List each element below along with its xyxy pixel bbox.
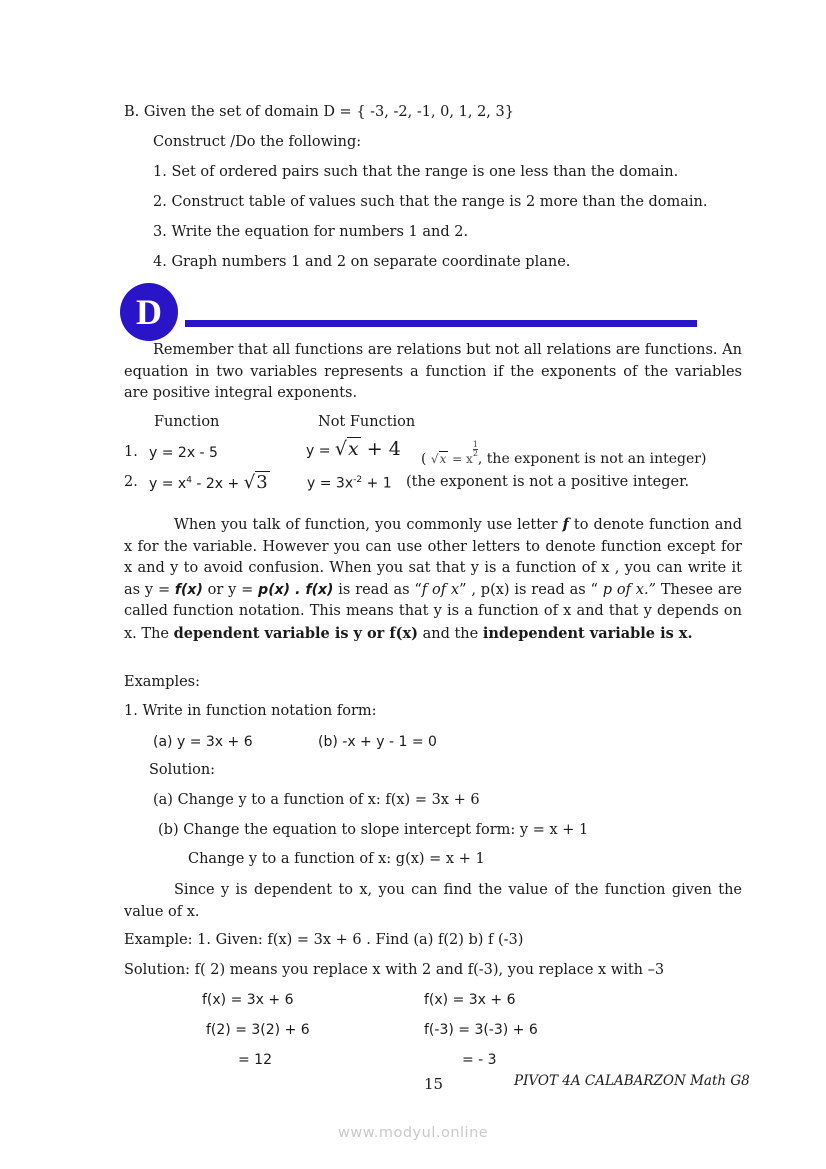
intro-paragraph: Remember that all functions are relations but not all relations are functions. An equation in two variables represents a function if the exponents of the variables are positive integral exponents.	[124, 342, 742, 401]
example-2: Example: 1. Given: f(x) = 3x + 6 . Find (a) f(2) b) f (-3)	[124, 932, 524, 948]
f-of-x-reading: f of x	[421, 581, 460, 598]
task-item-1: 1. Set of ordered pairs such that the range is one less than the domain.	[153, 164, 679, 180]
fx-notation: f(x)	[174, 581, 203, 598]
example-1b: (b) -x + y - 1 = 0	[318, 734, 437, 750]
px-notation: p(x) . f(x)	[258, 581, 334, 598]
example-1a: (a) y = 3x + 6	[153, 734, 253, 750]
solution-label: Solution:	[149, 762, 216, 778]
letter-f: f	[562, 516, 569, 533]
notation-text-7: and the	[417, 625, 483, 642]
row1-function: y = 2x - 5	[149, 445, 218, 461]
page-number: 15	[424, 1075, 444, 1093]
task-item-3: 3. Write the equation for numbers 1 and 2.	[153, 224, 469, 240]
examples-label: Examples:	[124, 674, 200, 690]
row2-number: 2.	[124, 474, 138, 490]
row1-note	[421, 441, 706, 467]
exp-numerator: 1	[472, 440, 478, 449]
independent-variable: independent variable is x.	[482, 624, 693, 642]
row2-not-suffix: + 1	[362, 475, 392, 492]
row2-not-exp: -2	[353, 475, 363, 485]
dependent-variable: dependent variable is y or f(x)	[173, 624, 418, 642]
sqrt-suffix: + 4	[360, 438, 401, 460]
sqrt-radicand: x	[348, 438, 359, 460]
small-radicand: x	[439, 452, 447, 466]
solution-a: (a) Change y to a function of x: f(x) = 3x + 6	[153, 792, 480, 808]
row1-not-function	[306, 438, 401, 460]
sqrt-3-expression	[244, 472, 270, 493]
row2-func-mid: - 2x +	[191, 476, 244, 492]
sqrt-sign: √	[334, 438, 348, 460]
calc-right-line-2: f(-3) = 3(-3) + 6	[424, 1022, 538, 1038]
exp-denominator: 2	[472, 449, 478, 458]
row1-note-open: (	[421, 451, 427, 467]
col-function-header: Function	[154, 414, 220, 430]
row2-func-prefix: y = x	[149, 476, 187, 492]
sqrt-power-identity	[430, 440, 478, 466]
sqrt-sign-small: √	[430, 452, 439, 466]
row1-note-tail: , the exponent is not an integer)	[477, 451, 707, 467]
watermark: www.modyul.online	[338, 1125, 489, 1141]
identity-eq: = x	[448, 452, 473, 466]
row2-not-prefix: y = 3x	[307, 475, 354, 492]
section-b-instruction: Construct /Do the following:	[153, 134, 362, 150]
row2-note: (the exponent is not a positive integer.	[406, 474, 690, 490]
sqrt-radicand-3: 3	[256, 472, 268, 493]
row1-number: 1.	[124, 444, 138, 460]
section-d-badge: D	[120, 283, 178, 341]
col-not-function-header: Not Function	[318, 414, 416, 430]
calc-left-line-1: f(x) = 3x + 6	[202, 992, 294, 1008]
row2-not-function	[307, 475, 392, 492]
calc-left-line-2: f(2) = 3(2) + 6	[206, 1022, 310, 1038]
sqrt-x-expression	[335, 438, 401, 460]
notation-text-1: When you talk of function, you commonly use letter	[174, 517, 563, 533]
example-1-title: 1. Write in function notation form:	[124, 703, 377, 719]
section-b-heading: B. Given the set of domain D = { -3, -2, -1, 0, 1, 2, 3}	[124, 104, 514, 120]
footer-title: PIVOT 4A CALABARZON Math G8	[514, 1073, 750, 1089]
calc-right-line-3: = - 3	[462, 1052, 497, 1068]
solution-b: (b) Change the equation to slope intercept form: y = x + 1	[158, 822, 589, 838]
notation-text-6: Thesee are called function notation. This means that y is a function of x and that y depends on x. The	[124, 581, 742, 642]
calc-left-line-3: = 12	[238, 1052, 272, 1068]
notation-text-3: or y =	[202, 581, 259, 598]
notation-text-2: to denote function and x for the variable. However you can use other letters to denote function except for x and y to avoid confusion. When you sat that y is a function of x , you can write it as y =	[124, 517, 742, 598]
calc-right-line-1: f(x) = 3x + 6	[424, 992, 516, 1008]
section-d-divider	[185, 320, 697, 327]
notation-text-5: ” , p(x) is read as “	[459, 581, 603, 598]
row2-function	[149, 472, 270, 493]
sqrt-sign: √	[243, 472, 256, 493]
row2-func-exp: 4	[186, 475, 192, 486]
task-item-4: 4. Graph numbers 1 and 2 on separate coordinate plane.	[153, 254, 571, 270]
task-item-2: 2. Construct table of values such that the range is 2 more than the domain.	[153, 194, 708, 210]
since-paragraph: Since y is dependent to x, you can find the value of the function given the value of x.	[124, 882, 742, 920]
solution-2: Solution: f( 2) means you replace x with 2 and f(-3), you replace x with –3	[124, 962, 665, 978]
p-of-x-reading: p of x.”	[602, 581, 656, 598]
solution-b-step2: Change y to a function of x: g(x) = x + 1	[188, 851, 485, 867]
notation-text-4: is read as “	[333, 581, 422, 598]
function-notation-paragraph	[124, 514, 742, 645]
row1-not-prefix: y =	[306, 443, 335, 459]
